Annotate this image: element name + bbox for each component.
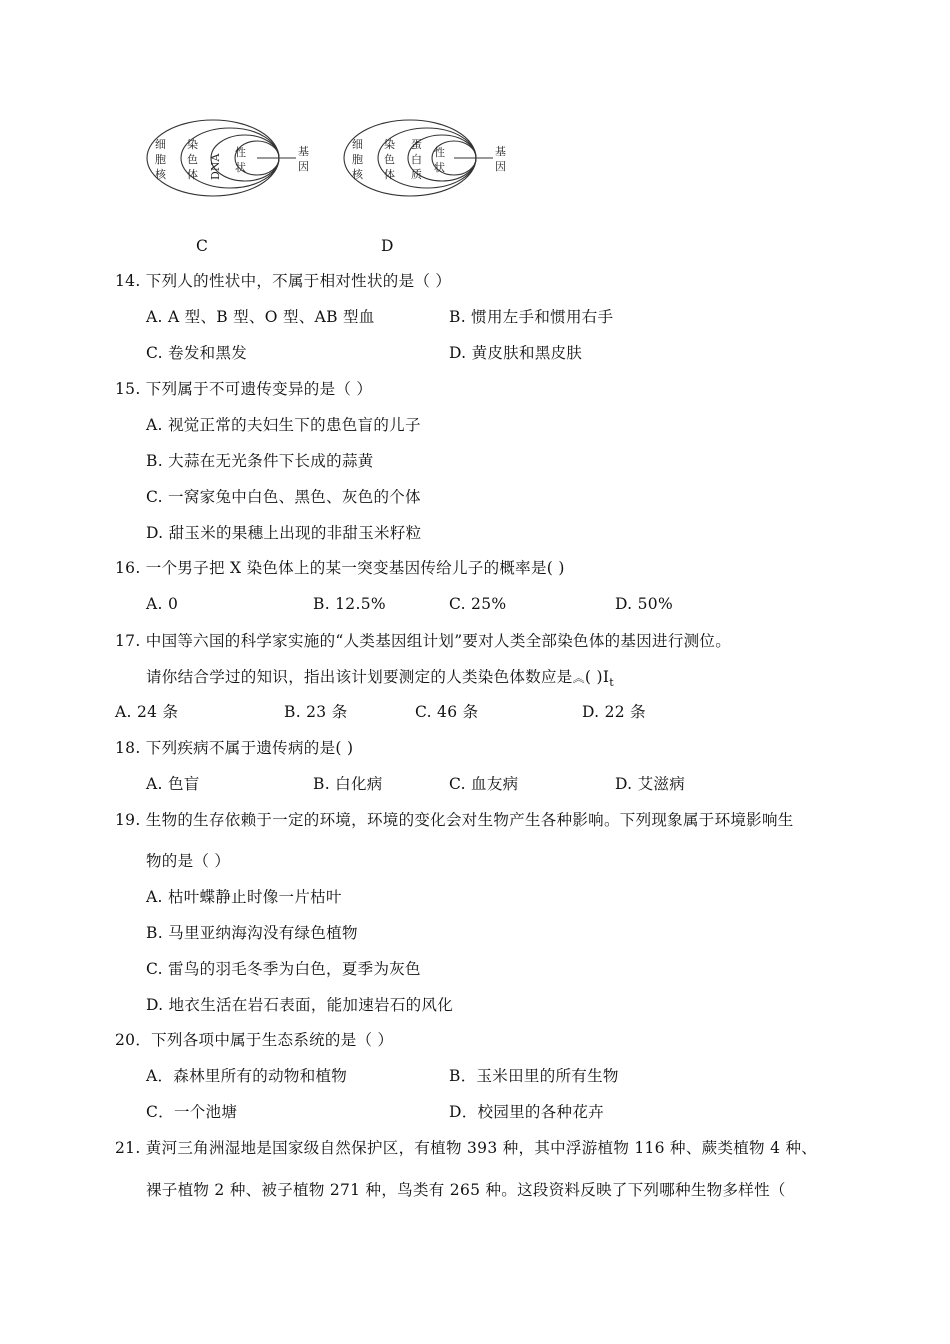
q15-option-c: C. 一窝家兔中白色、黑色、灰色的个体: [146, 488, 421, 506]
q17-stem-line1: 17. 中国等六国的科学家实施的“人类基因组计划”要对人类全部染色体的基因进行测位。: [115, 632, 732, 650]
q20-option-a: A．森林里所有的动物和植物: [146, 1067, 348, 1085]
nucleus-label-3: 核: [155, 168, 166, 181]
q16-option-d: D. 50%: [615, 595, 673, 613]
q16-option-a: A. 0: [146, 595, 179, 613]
dna-label: DNA: [209, 153, 222, 180]
nucleus-label-1: 细: [155, 138, 166, 151]
q21-stem-line2: 裸子植物 2 种、被子植物 271 种，鸟类有 265 种。这段资料反映了下列哪种生物多样性（: [146, 1181, 786, 1199]
q16-option-c: C. 25%: [449, 595, 507, 613]
q20-option-d: D．校园里的各种花卉: [449, 1103, 604, 1121]
q18-option-b: B. 白化病: [313, 775, 383, 793]
q15-option-a: A. 视觉正常的夫妇生下的患色盲的儿子: [146, 416, 421, 434]
chromosome-label-3: 体: [384, 168, 395, 181]
gene-label-2: 因: [298, 160, 309, 173]
q16-option-b: B. 12.5%: [313, 595, 386, 613]
chromosome-label-2: 色: [384, 153, 395, 166]
q20-option-c: C．一个池塘: [146, 1103, 238, 1121]
diagram-c-caption: C: [196, 237, 209, 255]
q20-stem: 20．下列各项中属于生态系统的是（ ）: [115, 1031, 394, 1049]
q15-option-b: B. 大蒜在无光条件下长成的蒜黄: [146, 452, 374, 470]
chromosome-label-1: 染: [187, 138, 198, 151]
q19-option-d: D. 地衣生活在岩石表面，能加速岩石的风化: [146, 996, 454, 1014]
q14-stem: 14. 下列人的性状中，不属于相对性状的是（ ）: [115, 272, 452, 290]
nucleus-label-1: 细: [352, 138, 363, 151]
q14-option-c: C. 卷发和黑发: [146, 344, 248, 362]
chromosome-label-3: 体: [187, 168, 198, 181]
trait-label-2: 状: [434, 161, 445, 174]
q17-stray-mark-sub: t: [609, 676, 615, 690]
gene-label-1: 基: [495, 145, 506, 158]
chromosome-label-1: 染: [384, 138, 395, 151]
q19-stem-line2: 物的是（ ）: [146, 852, 231, 870]
q17-option-b: B. 23 条: [284, 703, 348, 721]
q17-option-d: D. 22 条: [582, 703, 646, 721]
protein-label-2: 白: [411, 153, 422, 166]
q17-stem-text: 请你结合学过的知识，指出该计划要测定的人类染色体数应是: [146, 668, 573, 686]
trait-label-1: 性: [235, 146, 246, 159]
q19-option-b: B. 马里亚纳海沟没有绿色植物: [146, 924, 358, 942]
protein-label-1: 蛋: [411, 138, 422, 151]
q18-option-d: D. 艾滋病: [615, 775, 686, 793]
nucleus-label-3: 核: [352, 168, 363, 181]
q16-stem: 16. 一个男子把 X 染色体上的某一突变基因传给儿子的概率是( ): [115, 559, 565, 577]
chromosome-label-2: 色: [187, 153, 198, 166]
q18-stem: 18. 下列疾病不属于遗传病的是( ): [115, 739, 354, 757]
protein-label-3: 质: [411, 168, 422, 181]
q21-stem-line1: 21. 黄河三角洲湿地是国家级自然保护区，有植物 393 种，其中浮游植物 116 种、蕨类植物 4 种、: [115, 1139, 818, 1157]
diagram-d: [337, 118, 517, 198]
diagram-c: [140, 118, 320, 198]
q18-option-a: A. 色盲: [146, 775, 200, 793]
diagram-d-caption: D: [381, 237, 394, 255]
q19-stem-line1: 19. 生物的生存依赖于一定的环境，环境的变化会对生物产生各种影响。下列现象属于环境影响生: [115, 811, 794, 829]
q17-option-c: C. 46 条: [415, 703, 479, 721]
gene-label-1: 基: [298, 145, 309, 158]
q19-option-a: A. 枯叶蝶静止时像一片枯叶: [146, 888, 342, 906]
q17-stem-line2: [146, 667, 614, 693]
q17-stray-mark: ︽: [572, 671, 585, 685]
q17-option-a: A. 24 条: [115, 703, 179, 721]
q20-option-b: B．玉米田里的所有生物: [449, 1067, 619, 1085]
q14-option-d: D. 黄皮肤和黑皮肤: [449, 344, 583, 362]
q19-option-c: C. 雷鸟的羽毛冬季为白色，夏季为灰色: [146, 960, 421, 978]
q14-option-a: A. A 型、B 型、O 型、AB 型血: [146, 308, 375, 326]
trait-label-1: 性: [434, 146, 445, 159]
nucleus-label-2: 胞: [155, 153, 166, 166]
q17-answer-paren: ( ): [584, 668, 603, 686]
q14-option-b: B. 惯用左手和惯用右手: [449, 308, 614, 326]
trait-label-2: 状: [235, 161, 246, 174]
q18-option-c: C. 血友病: [449, 775, 519, 793]
q15-stem: 15. 下列属于不可遗传变异的是（ ）: [115, 380, 373, 398]
gene-label-2: 因: [495, 160, 506, 173]
q15-option-d: D. 甜玉米的果穗上出现的非甜玉米籽粒: [146, 524, 422, 542]
q17-stray-mark-2: Ⅰ: [602, 668, 610, 686]
nucleus-label-2: 胞: [352, 153, 363, 166]
